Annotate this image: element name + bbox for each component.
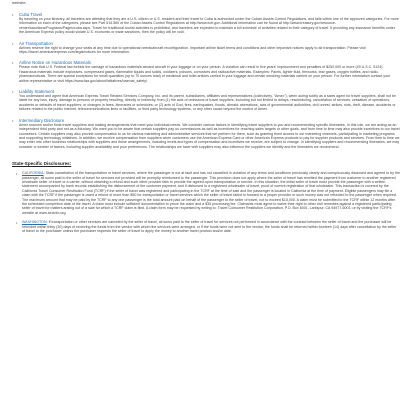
section-liability-statement <box>12 89 400 112</box>
bullet-icon: • <box>16 171 18 177</box>
state-body: If transportation or other services are canceled by the seller of travel, all sums paid to the seller of travel for services not performed in accordance with the contract between the seller of travel and the purchaser will be refunded within thirty (30) days of receiving the funds from the vendor with whom the services were arranged, or if the funds were not sent to the vendor, the funds shall be returned within fourteen (14) days after cancellation by the seller of travel to the purchaser unless the purchaser requests the seller of travel to apply the money to another travel product and/or date. <box>22 220 397 233</box>
section-title: Airline Notice on Hazardous Materials <box>19 60 91 66</box>
bullet-icon: • <box>12 40 14 46</box>
bullet-icon: • <box>12 117 14 123</box>
section-title: Intermediary Disclosure <box>19 117 65 123</box>
section-title: Cuba Travel <box>19 12 43 17</box>
state-name-link[interactable]: CALIFORNIA <box>22 171 44 176</box>
state-item-california: • CALIFORNIA: State cancellation of the transportation or travel services, where the passenger is not at fault and has not cancelled in violation of any terms and conditions previously clearly and conspicuously disclosed and agreed to by the passenger, all sums paid to the seller of travel for services not provided will be promptly reimbursed to the passenger. This provision does not apply where the seller of travel has remitted the payment from customer to another registered wholesale seller of travel or a carrier, without obtaining a refund and such other provider fails to provide the agreed-upon transportation or service. In this situation, the initial seller of travel must provide the passenger with a written statement accompanied by bank records establishing the disbursement of the customer payment, and if disbursed to a registered wholesaler of travel, proof of current registration of that wholesaler. This transaction is covered by the California Travel Consumer Restitution Fund (TCRF) if the seller of travel was registered and participating in the TCRF at the time of sale and the passenger is located in California at the time of payment. Eligible passengers may file a claim with the TCRF if the passenger is owed a refund of more than $50 for transportation or travel services which the seller of travel failed to forward to a proper provider or such money was not refunded to the passenger when required. The maximum amount that may be paid by the TCRF to any one passenger is the total amount paid on behalf of the passenger to the seller of travel, not to exceed $15,000. A claim must be submitted to the TCRF within 12 months after the scheduled completion date of the travel. A claim must include sufficient documentation to prove the claim and a $35 processing fee. Claimants must agree to waive their right to other civil remedies against a registered participating seller of travel for matters arising out of a sale for which a TCRF claim is filed. A claim form may be requested by writing to: Travel Consumer Restitution Corporation, P.O. Box 6001, Larkspur, CA 94977-6001; or by visiting the TCRF's website at www.tcrcinfo.org. <box>16 171 400 215</box>
section-title: Air Transportation <box>19 40 53 46</box>
section-body: You understand and agree that American Express Travel Related Services Company, Inc. and its parent, subsidiaries, affiliates and representatives (collectively, "Amex"), when acting solely as a sales agent for travel suppliers, shall not be liable for any loss, injury, damage to persons or property resulting, directly or indirectly, from (1) the acts of omissions of travel suppliers, including but not limited to delays, rescheduling, cancellation of services, cessation of operations, accidents or defaults of travel suppliers; or changes in fares, itineraries or schedules; or (2) acts of God, fires, earthquakes, floods, climatic aberrations, acts of governmental authorities, civil unrest, strikes, riots, theft, disease, accidents or failures related to the public internet, telecommunications lines or facilities, or third party technology systems, or any other cause beyond the control of Amex. <box>19 94 396 112</box>
bullet-icon: • <box>12 12 14 17</box>
section-body: Please note that U.S. Federal law forbids the carriage of hazardous materials aboard aircraft in your luggage or on your person. A violation can result in five years' imprisonment and penalties of $250,000 or more (49 U.S.C. 5124). Hazardous materials include explosives, compressed gases, flammable liquids and solids, oxidizers, poisons, corrosives and radioactive materials. Examples: Paints, lighter fluid, fireworks, tear gases, oxygen bottles, and radio-pharmaceuticals. There are special exceptions for small quantities (up to 70 ounces total) of medicinal and toilet articles carried in your luggage and certain smoking materials carried on your person. For further information contact your airline representative or visit https://www.faa.gov/about/initiatives/hazmat_safety/. <box>19 65 391 83</box>
top-fragment-text: website. <box>12 0 27 5</box>
section-cuba-travel <box>12 12 400 35</box>
section-intermediary-disclosure <box>12 118 400 149</box>
section-body: Amex sources and/or finds travel suppliers and making arrangements that meet your individual needs. We consider various factors in identifying travel suppliers to you and recommending specific itineraries. In this role, we are acting as an independent third party and not as a fiduciary. We want you to be aware that certain suppliers pay us commissions as well as incentives for reaching sales targets or other goals, and from time to time may also provide incentives to our travel counselors. Certain suppliers may also provide compensation to us for various marketing and administrative services that we perform for them, such as granting them access to our marketing channels, participating in marketing programs and supporting technology initiatives. In addition, we receive compensation from suppliers when customers use the American Express Card or other American Express products to pay for supplier products and services. From time to time we may enter into other business relationships with suppliers and these arrangements, including levels and types of compensation and incentives we receive, are subject to change. In identifying suppliers and recommending itineraries, we may consider a number of factors, including supplier availability and your preferences. The relationships we have with suppliers may also influence the suppliers we identify and the itineraries we recommend. <box>19 122 400 149</box>
bullet-icon: • <box>16 220 18 226</box>
section-title: Liability Statement <box>19 89 55 95</box>
section-body: By traveling on your itinerary, all travelers are attesting that they are a U.S. citizen or U.S. resident and their travel to Cuba is authorized under the Cuban Assets Control Regulations, and falls within one of the approved categories. For more information on each of the categories, please see Part 515.560 of the Cuban Assets Control Regulations at http://www.ecfr.gov. Additional information can be found at http://www.treasury.gov/resource-center/sanctions/Programs/Pages/cuba.aspx. Travel for traditional tourist activities is prohibited, and travelers are expected to maintain a full schedule of activities related to their category of travel. If providing any insurance benefits under the American Express policy would violate U.S. economic or trade sanctions, then the policy will be void. <box>19 17 399 35</box>
state-disclosures-heading: State-Specific Disclosures: <box>12 161 72 167</box>
section-hazardous-materials <box>12 60 400 83</box>
bullet-icon: • <box>12 60 14 66</box>
state-name-link[interactable]: WASHINGTON <box>22 220 47 225</box>
state-body: State cancellation of the transportation or travel services, where the passenger is not at fault and has not cancelled in violation of any terms and conditions previously clearly and conspicuously disclosed and agreed to by the passenger, all sums paid to the seller of travel for services not provided will be promptly reimbursed to the passenger. This provision does not apply where the seller of travel has remitted the payment from customer to another registered wholesale seller of travel or a carrier, without obtaining a refund and such other provider fails to provide the agreed-upon transportation or service. In this situation, the initial seller of travel must provide the passenger with a written statement accompanied by bank records establishing the disbursement of the customer payment, and if disbursed to a registered wholesaler of travel, proof of current registration of that wholesaler. This transaction is covered by the California Travel Consumer Restitution Fund (TCRF) if the seller of travel was registered and participating in the TCRF at the time of sale and the passenger is located in California at the time of payment. Eligible passengers may file a claim with the TCRF if the passenger is owed a refund of more than $50 for transportation or travel services which the seller of travel failed to forward to a proper provider or such money was not refunded to the passenger when required. The maximum amount that may be paid by the TCRF to any one passenger is the total amount paid on behalf of the passenger to the seller of travel, not to exceed $15,000. A claim must be submitted to the TCRF within 12 months after the scheduled completion date of the travel. A claim must include sufficient documentation to prove the claim and a $35 processing fee. Claimants must agree to waive their right to other civil remedies against a registered participating seller of travel for matters arising out of a sale for which a TCRF claim is filed. A claim form may be requested by writing to: Travel Consumer Restitution Corporation, P.O. Box 6001, Larkspur, CA 94977-6001; or by visiting the TCRF's website at www.tcrcinfo.org. <box>22 171 400 215</box>
section-body: Airlines reserve the right to change your seats at any time due to operational needs/aircraft reconfiguration. Important airline ticket terms and conditions and other important notices apply to air transportation. Please visit https://travel.americanexpress.com/legal/notices for more information. <box>19 45 366 55</box>
bullet-icon: • <box>12 89 14 95</box>
section-air-transportation <box>12 41 400 55</box>
state-item-washington: • WASHINGTON: If transportation or other services are canceled by the seller of travel, all sums paid to the seller of travel for services not performed in accordance with the contract between the seller of travel and the purchaser will be refunded within thirty (30) days of receiving the funds from the vendor with whom the services were arranged, or if the funds were not sent to the vendor, the funds shall be returned within fourteen (14) days after cancellation by the seller of travel to the purchaser unless the purchaser requests the seller of travel to apply the money to another travel product and/or date. <box>16 220 397 233</box>
